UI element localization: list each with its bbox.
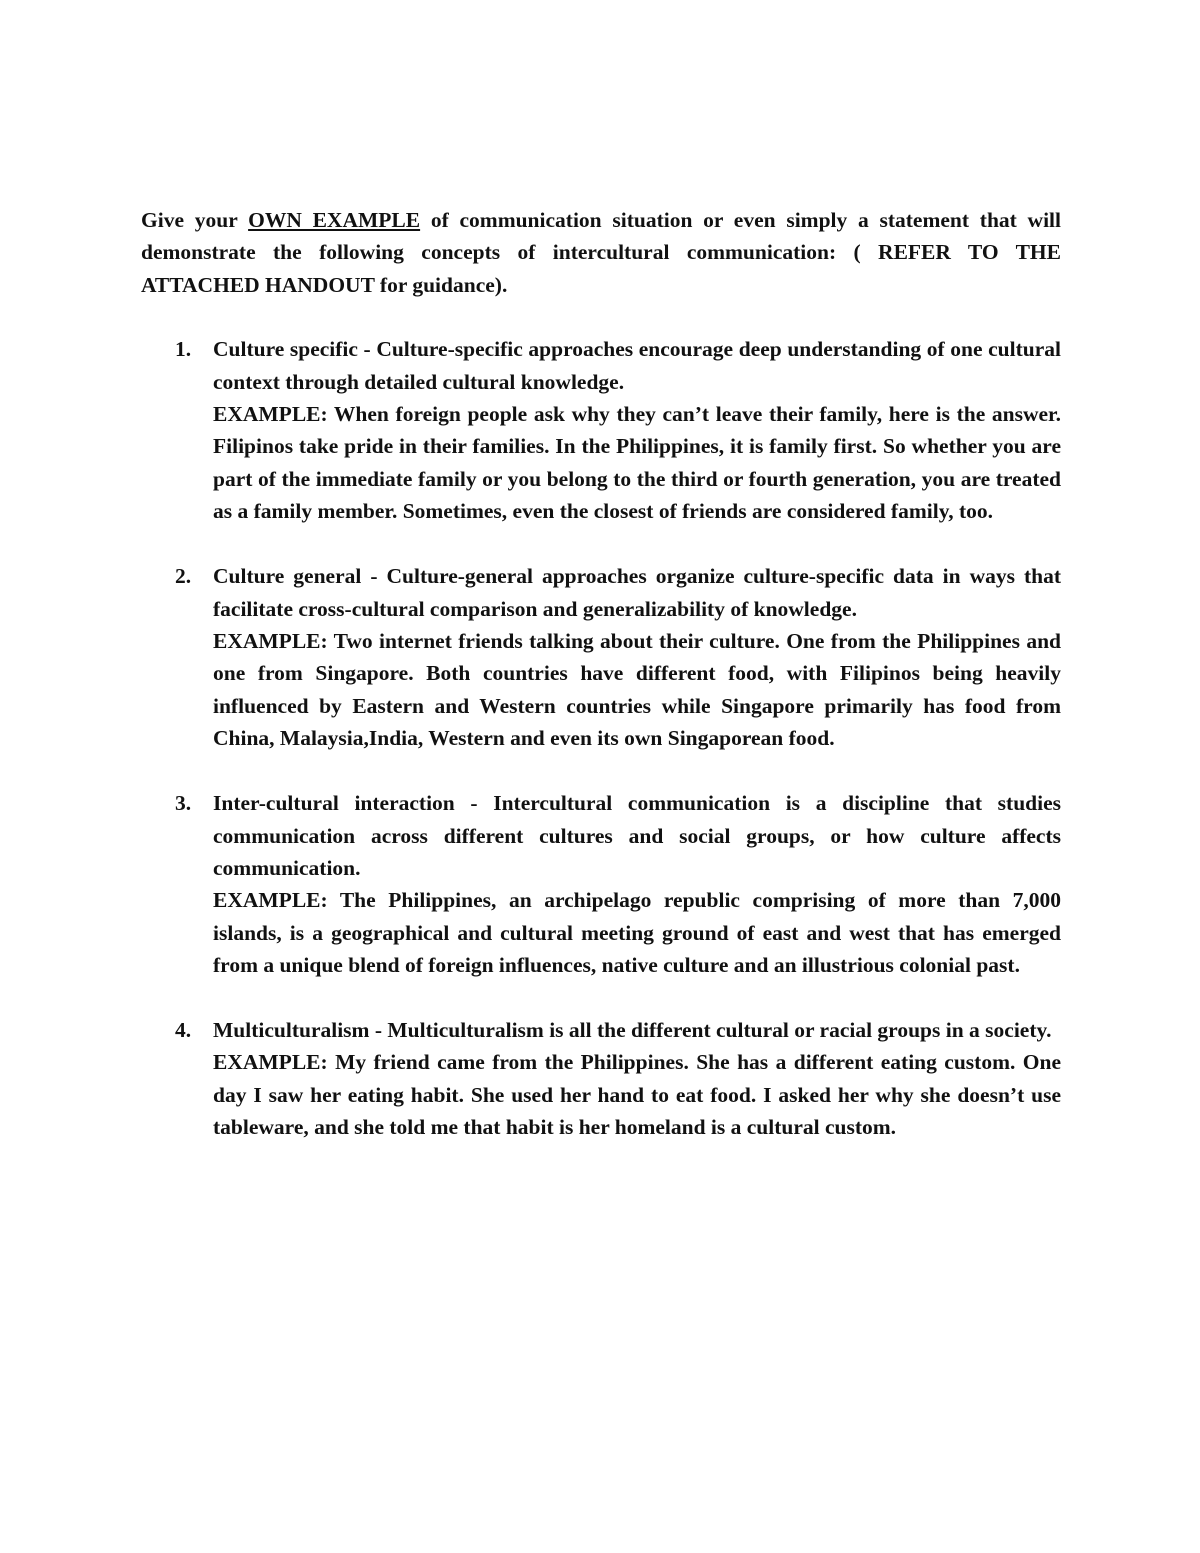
instructions-prefix: Give your (141, 208, 249, 232)
list-item-multiculturalism (141, 1014, 1061, 1144)
item-number: 3. (175, 791, 192, 816)
instructions-suffix: of communication situation or even simply a statement that will demonstrate the following concepts of intercultural communication: ( REFER TO THE ATTACHED HANDOUT for guidance). (141, 208, 1061, 297)
item-example: EXAMPLE: My friend came from the Philippines. She has a different eating custom. One day I saw her eating habit. She used her hand to eat food. I asked her why she doesn’t use tableware, and she told me that habit is her homeland is a cultural custom. (213, 1050, 1061, 1140)
item-definition: Inter-cultural interaction - Intercultural communication is a discipline that studies communication across different cultures and social groups, or how culture affects communication. (213, 791, 1061, 880)
own-example-emphasis: OWN EXAMPLE (248, 208, 421, 232)
list-item-culture-general (141, 560, 1061, 754)
document-body (141, 204, 1061, 1176)
concepts-list (141, 333, 1061, 1143)
list-item-culture-specific (141, 333, 1061, 527)
item-number: 4. (175, 1018, 192, 1043)
item-definition: Culture general - Culture-general approaches organize culture-specific data in ways that facilitate cross-cultural comparison and generalizability of knowledge. (213, 564, 1061, 621)
item-example: EXAMPLE: When foreign people ask why they can’t leave their family, here is the answer. Filipinos take pride in their families. In the Philippines, it is family first. So whether you are part of the immediate family or you belong to the third or fourth generation, you are treated as a family member. Sometimes, even the closest of friends are considered family, too. (213, 402, 1061, 524)
item-definition: Culture specific - Culture-specific approaches encourage deep understanding of one cultural context through detailed cultural knowledge. (213, 337, 1061, 394)
item-definition: Multiculturalism - Multiculturalism is all the different cultural or racial groups in a society. (213, 1018, 1052, 1043)
list-item-inter-cultural-interaction (141, 787, 1061, 981)
item-number: 1. (175, 337, 192, 362)
item-example: EXAMPLE: Two internet friends talking about their culture. One from the Philippines and one from Singapore. Both countries have different food, with Filipinos being heavily influenced by Eastern and Western countries while Singapore primarily has food from China, Malaysia,India, Western and even its own Singaporean food. (213, 628, 1061, 751)
item-example: EXAMPLE: The Philippines, an archipelago republic comprising of more than 7,000 islands, is a geographical and cultural meeting ground of east and west that has emerged from a unique blend of foreign influences, native culture and an illustrious colonial past. (213, 888, 1061, 978)
instructions-paragraph (141, 204, 1061, 301)
item-number: 2. (175, 564, 192, 589)
